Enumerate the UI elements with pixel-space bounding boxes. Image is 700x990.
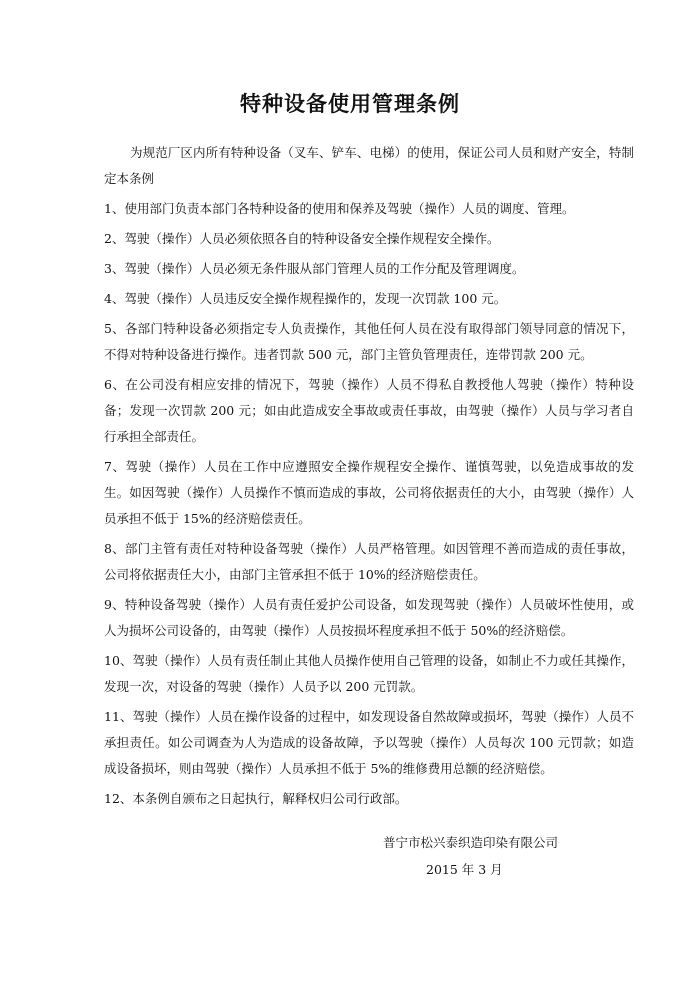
intro-paragraph: 为规范厂区内所有特种设备（叉车、铲车、电梯）的使用，保证公司人员和财产安全，特制定本条例 — [104, 145, 634, 186]
clause-4: 4、驾驶（操作）人员违反安全操作规程操作的，发现一次罚款 100 元。 — [104, 291, 507, 306]
clause-2: 2、驾驶（操作）人员必须依照各自的特种设备安全操作规程安全操作。 — [104, 231, 500, 246]
clause-6: 6、在公司没有相应安排的情况下，驾驶（操作）人员不得私自教授他人驾驶（操作）特种设备；发现一次罚款 200 元；如由此造成安全事故或责任事故，由驾驶（操作）人员与学习者自行承担全部责任。 — [104, 377, 634, 444]
clause-11: 11、驾驶（操作）人员在操作设备的过程中，如发现设备自然故障或损坏，驾驶（操作）人员不承担责任。如公司调查为人为造成的设备故障，予以驾驶（操作）人员每次 100 元罚款；如造成设备损坏，则由驾驶（操作）人员承担不低于 5%的维修费用总额的经济赔偿。 — [104, 709, 634, 776]
document-title: 特种设备使用管理条例 — [240, 92, 460, 116]
signature-date: 2015 年 3 月 — [426, 862, 503, 877]
clause-3: 3、驾驶（操作）人员必须无条件服从部门管理人员的工作分配及管理调度。 — [104, 261, 525, 276]
clause-12: 12、本条例自颁布之日起执行，解释权归公司行政部。 — [104, 791, 408, 806]
clause-10: 10、驾驶（操作）人员有责任制止其他人员操作使用自己管理的设备，如制止不力或任其操作，发现一次，对设备的驾驶（操作）人员予以 200 元罚款。 — [104, 653, 634, 694]
document-body — [104, 140, 634, 816]
clause-5: 5、各部门特种设备必须指定专人负责操作，其他任何人员在没有取得部门领导同意的情况下，不得对特种设备进行操作。违者罚款 500 元，部门主管负管理责任，连带罚款 200 元。 — [104, 321, 634, 362]
clause-1: 1、使用部门负责本部门各特种设备的使用和保养及驾驶（操作）人员的调度、管理。 — [104, 201, 575, 216]
clause-9: 9、特种设备驾驶（操作）人员有责任爱护公司设备，如发现驾驶（操作）人员破坏性使用，或人为损坏公司设备的，由驾驶（操作）人员按损坏程度承担不低于 50%的经济赔偿。 — [104, 597, 634, 638]
signature-company: 普宁市松兴泰织造印染有限公司 — [383, 835, 559, 850]
clause-7: 7、驾驶（操作）人员在工作中应遵照安全操作规程安全操作、谨慎驾驶，以免造成事故的发生。如因驾驶（操作）人员操作不慎而造成的事故，公司将依据责任的大小，由驾驶（操作）人员承担不低于 15%的经济赔偿责任。 — [104, 459, 634, 526]
clause-8: 8、部门主管有责任对特种设备驾驶（操作）人员严格管理。如因管理不善而造成的责任事故，公司将依据责任大小，由部门主管承担不低于 10%的经济赔偿责任。 — [104, 541, 634, 582]
